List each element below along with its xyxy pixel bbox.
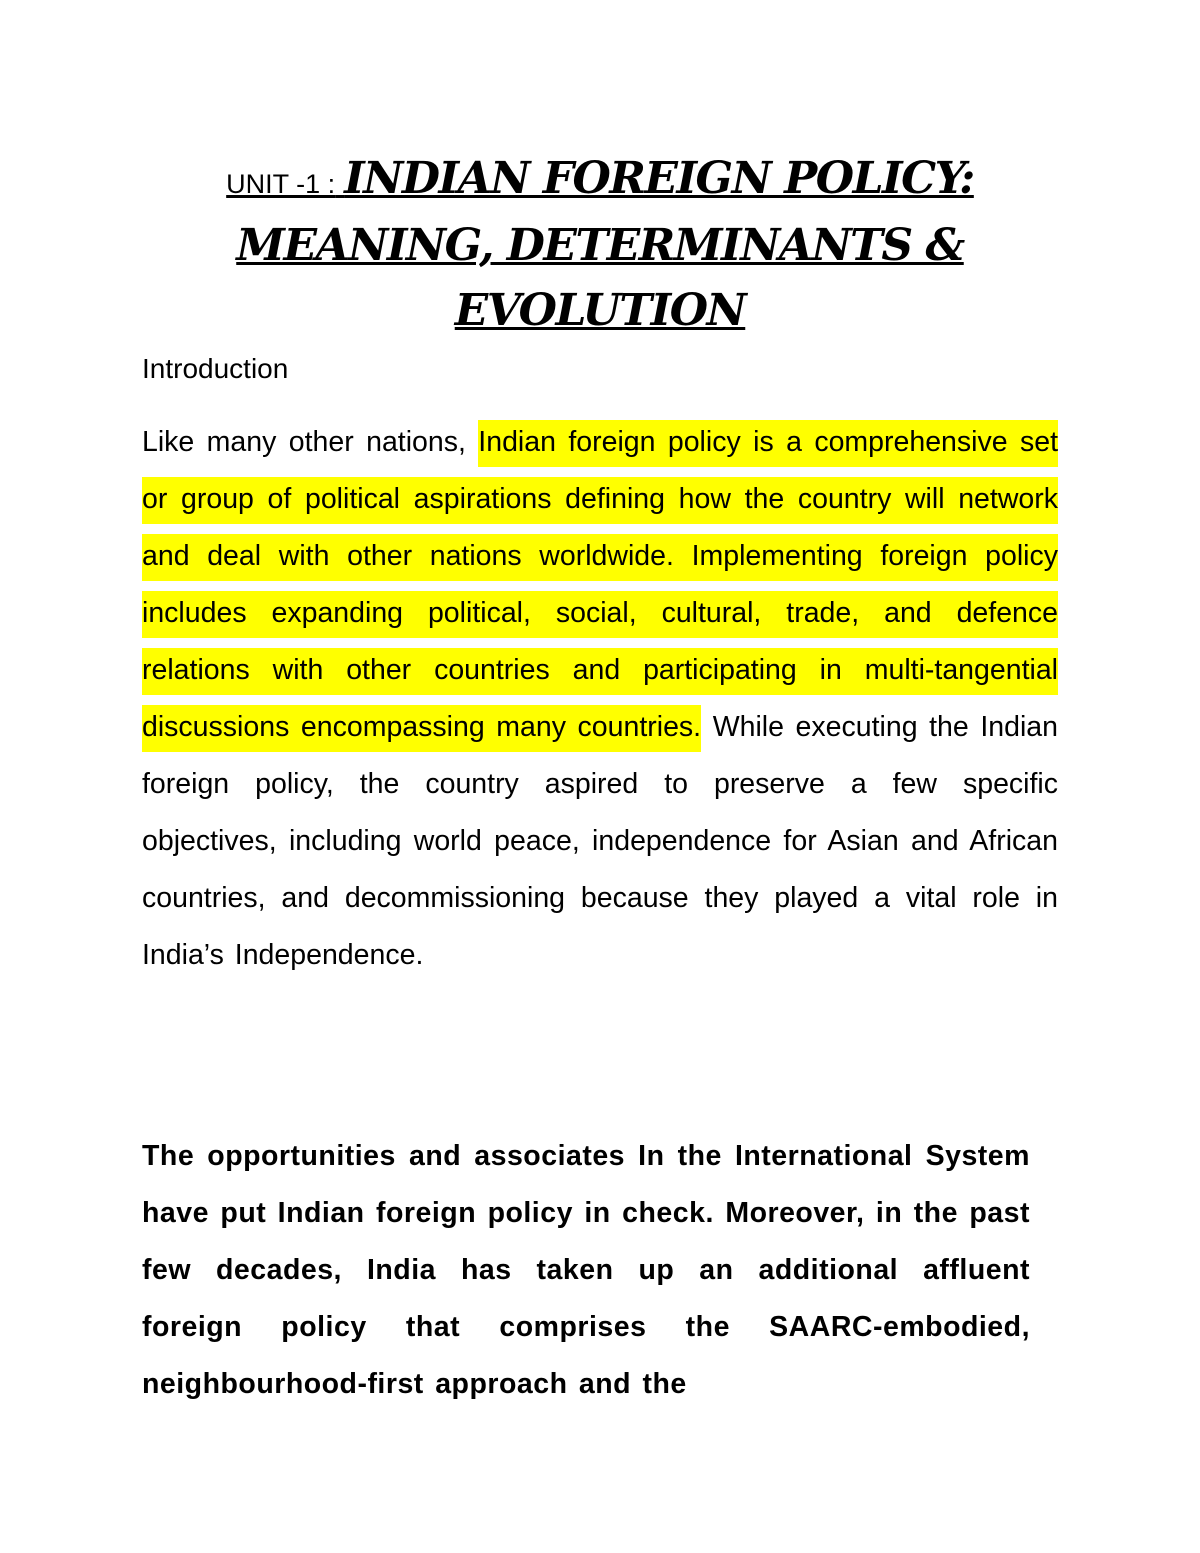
page-title [0,148,1200,345]
section-heading-introduction: Introduction [142,353,289,384]
highlighted-text: Indian foreign policy is a comprehensive set or group of political aspirations defining how the country will network and deal with other nations worldwide. Implementing foreign policy includes expanding political, social, cultural, trade, and defence relations with other countries and participating in multi-tangential discussions encompassing many countries. [142,420,1058,752]
paragraph-lead-text: Like many other nations, [142,426,479,458]
title-line-3: EVOLUTION [454,285,746,336]
unit-label: UNIT -1 : [226,169,336,199]
paragraph-tail-text: While executing the Indian foreign policy, the country aspired to preserve a few specific objectives, including world peace, independence for Asian and African countries, and decommissioning because they played a vital role in India’s Independence. [142,711,1058,971]
bold-paragraph: The opportunities and associates In the International System have put Indian foreign policy in check. Moreover, in the past few decades, India has taken up an additional affluent foreign policy that comprises the SAARC-embodied, neighbourhood-first approach and the [142,1140,1030,1400]
title-line-2: MEANING, DETERMINANTS & [236,220,964,271]
introduction-paragraph [142,414,1058,984]
title-line-1: INDIAN FOREIGN POLICY: [344,153,974,204]
